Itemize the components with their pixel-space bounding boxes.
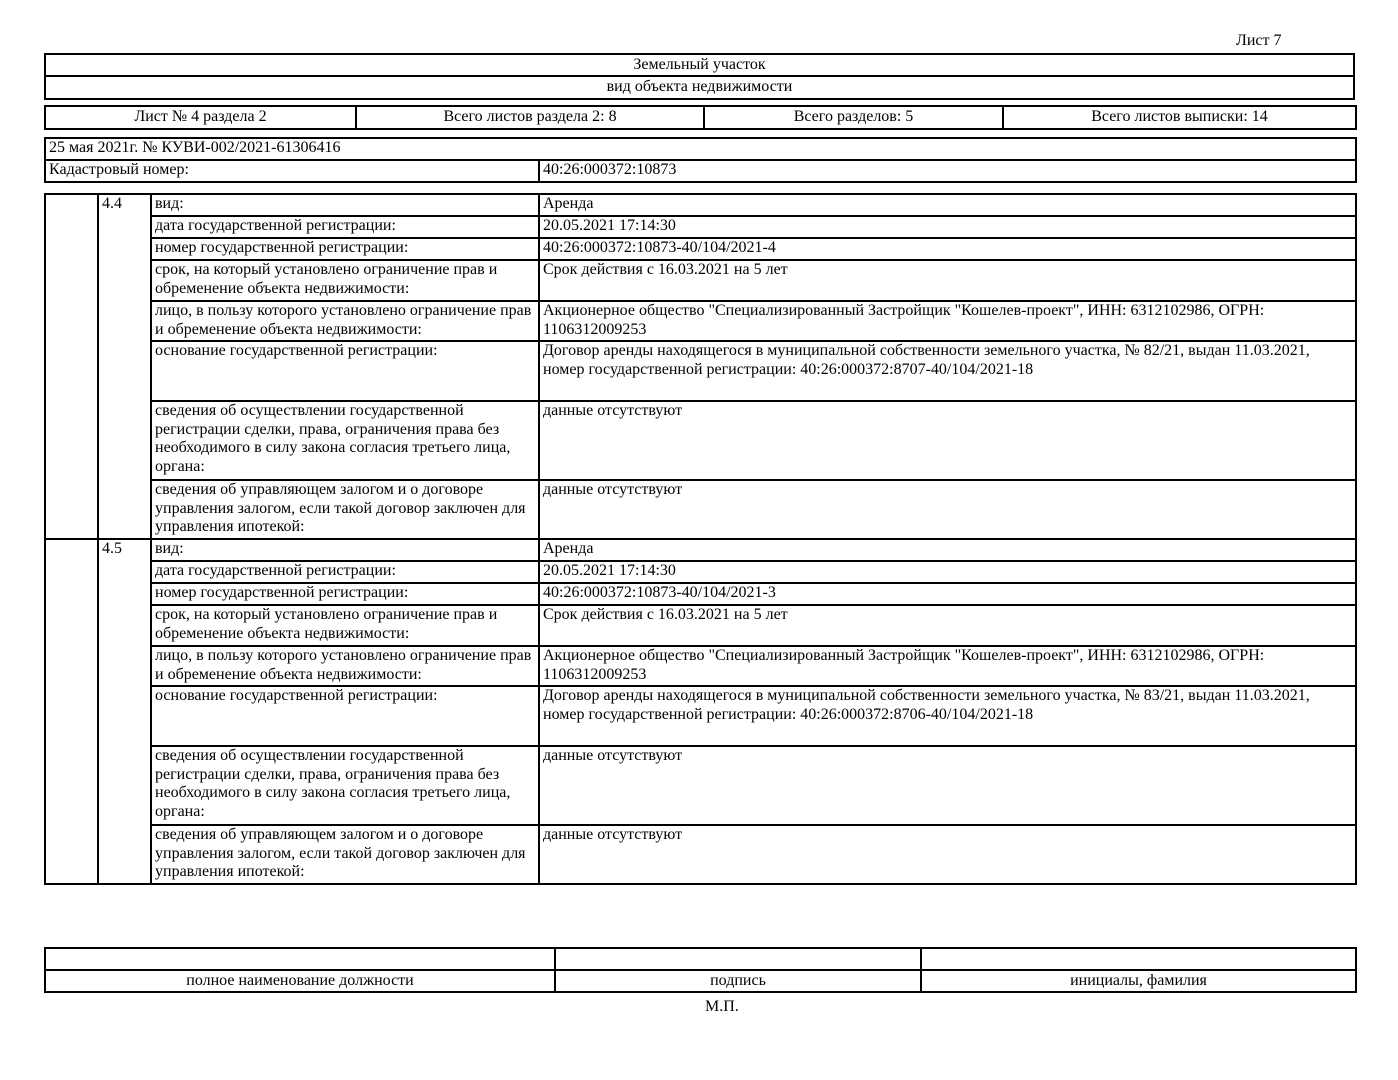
cadastral-value: 40:26:000372:10873: [539, 160, 1356, 182]
field-label: дата государственной регистрации:: [151, 561, 539, 583]
record-row: [45, 341, 1356, 401]
field-label: срок, на который установлено ограничение прав и обременение объекта недвижимости:: [151, 260, 539, 301]
field-value: данные отсутствуют: [539, 480, 1356, 539]
record-row: [45, 301, 1356, 341]
name-caption: инициалы, фамилия: [921, 970, 1356, 992]
field-label: основание государственной регистрации:: [151, 686, 539, 746]
record-number: 4.4: [98, 194, 151, 539]
record-row: [45, 583, 1356, 605]
field-label: основание государственной регистрации:: [151, 341, 539, 401]
record-row: [45, 194, 1356, 216]
field-value: Договор аренды находящегося в муниципальной собственности земельного участка, № 83/21, выдан 11.03.2021, номер государственной регистрации: 40:26:000372:8706-40/104/2021-18: [539, 686, 1356, 746]
field-label: номер государственной регистрации:: [151, 583, 539, 605]
record-margin: [45, 539, 98, 884]
position-caption: полное наименование должности: [45, 970, 555, 992]
record-row: [45, 401, 1356, 480]
field-label: сведения об осуществлении государственной регистрации сделки, права, ограничения права без необходимого в силу закона согласия третьего лица, органа:: [151, 401, 539, 480]
record-row: [45, 646, 1356, 686]
record-row: [45, 480, 1356, 539]
object-title: Земельный участок: [45, 54, 1354, 76]
signature-block: [44, 947, 1357, 993]
date-number: 25 мая 2021г. № КУВИ-002/2021-61306416: [45, 138, 1356, 160]
extract-sheets-total: Всего листов выписки: 14: [1003, 106, 1356, 129]
name-field: [921, 948, 1356, 970]
record-row: [45, 686, 1356, 746]
record-number: 4.5: [98, 539, 151, 884]
field-label: лицо, в пользу которого установлено ограничение прав и обременение объекта недвижимости:: [151, 301, 539, 341]
field-label: дата государственной регистрации:: [151, 216, 539, 238]
field-value: 20.05.2021 17:14:30: [539, 561, 1356, 583]
sections-total: Всего разделов: 5: [704, 106, 1003, 129]
signature-caption: подпись: [555, 970, 921, 992]
object-header: [44, 53, 1355, 100]
field-value: 40:26:000372:10873-40/104/2021-3: [539, 583, 1356, 605]
record-row: [45, 825, 1356, 884]
document-info: [44, 137, 1357, 183]
field-value: 40:26:000372:10873-40/104/2021-4: [539, 238, 1356, 260]
field-label: лицо, в пользу которого установлено ограничение прав и обременение объекта недвижимости:: [151, 646, 539, 686]
field-value: данные отсутствуют: [539, 746, 1356, 825]
record-row: [45, 216, 1356, 238]
field-label: вид:: [151, 194, 539, 216]
field-value: Срок действия с 16.03.2021 на 5 лет: [539, 605, 1356, 646]
position-field: [45, 948, 555, 970]
record-row: [45, 561, 1356, 583]
field-value: Аренда: [539, 194, 1356, 216]
record-row: [45, 539, 1356, 561]
record-row: [45, 238, 1356, 260]
field-label: вид:: [151, 539, 539, 561]
field-label: сведения об управляющем залогом и о договоре управления залогом, если такой договор заключен для управления ипотекой:: [151, 480, 539, 539]
sheet-info: [44, 105, 1357, 130]
sheet-label: Лист 7: [1236, 32, 1282, 49]
encumbrance-records: [44, 193, 1357, 885]
field-label: срок, на который установлено ограничение прав и обременение объекта недвижимости:: [151, 605, 539, 646]
field-value: данные отсутствуют: [539, 825, 1356, 884]
field-value: Срок действия с 16.03.2021 на 5 лет: [539, 260, 1356, 301]
field-value: Акционерное общество "Специализированный Застройщик "Кошелев-проект", ИНН: 6312102986, ОГРН: 1106312009253: [539, 646, 1356, 686]
stamp-place: М.П.: [705, 998, 739, 1015]
record-row: [45, 605, 1356, 646]
record-row: [45, 260, 1356, 301]
field-label: сведения об управляющем залогом и о договоре управления залогом, если такой договор заключен для управления ипотекой:: [151, 825, 539, 884]
record-row: [45, 746, 1356, 825]
object-caption: вид объекта недвижимости: [45, 76, 1354, 99]
field-label: номер государственной регистрации:: [151, 238, 539, 260]
sheet-number: Лист № 4 раздела 2: [45, 106, 356, 129]
field-value: Договор аренды находящегося в муниципальной собственности земельного участка, № 82/21, выдан 11.03.2021, номер государственной регистрации: 40:26:000372:8707-40/104/2021-18: [539, 341, 1356, 401]
field-value: Акционерное общество "Специализированный Застройщик "Кошелев-проект", ИНН: 6312102986, ОГРН: 1106312009253: [539, 301, 1356, 341]
section-sheets-total: Всего листов раздела 2: 8: [356, 106, 704, 129]
signature-field: [555, 948, 921, 970]
field-label: сведения об осуществлении государственной регистрации сделки, права, ограничения права без необходимого в силу закона согласия третьего лица, органа:: [151, 746, 539, 825]
field-value: 20.05.2021 17:14:30: [539, 216, 1356, 238]
cadastral-label: Кадастровый номер:: [45, 160, 539, 182]
field-value: данные отсутствуют: [539, 401, 1356, 480]
field-value: Аренда: [539, 539, 1356, 561]
record-margin: [45, 194, 98, 539]
